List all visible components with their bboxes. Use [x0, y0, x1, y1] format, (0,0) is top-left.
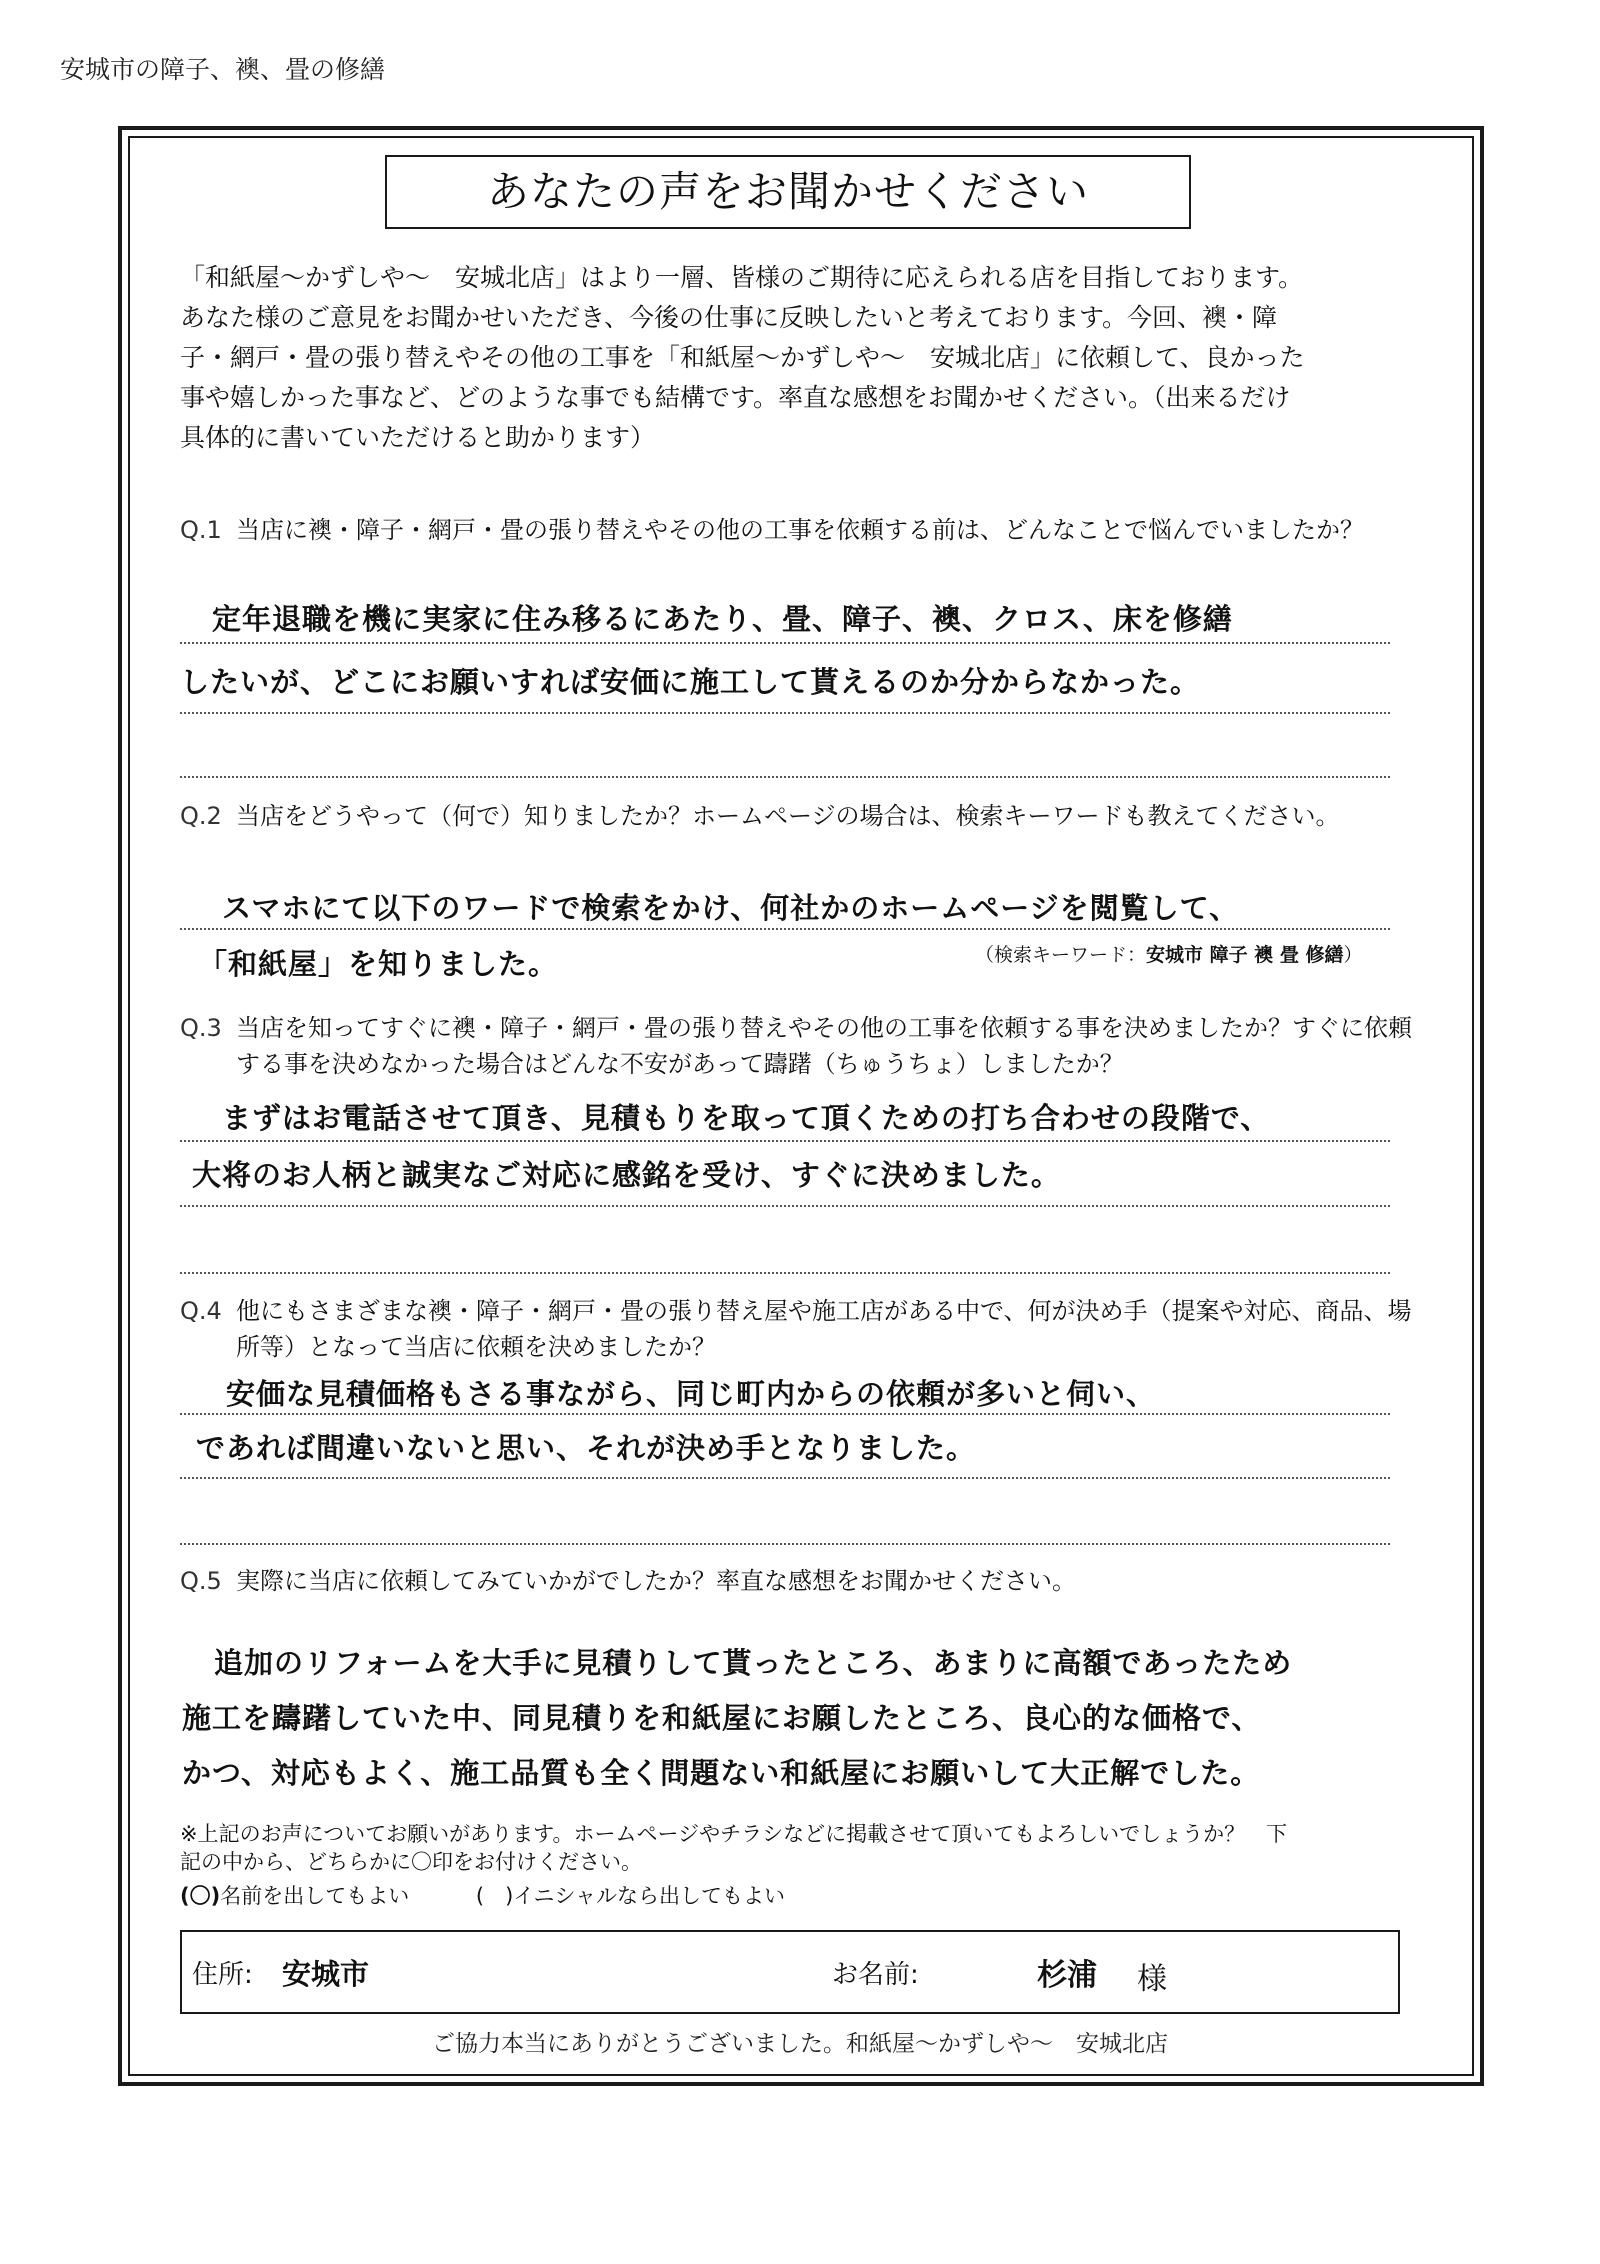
- address-value: 安城市: [282, 1957, 370, 1991]
- option-name-mark[interactable]: (〇): [180, 1884, 221, 1908]
- answer-line: 安価な見積価格もさる事ながら、同じ町内からの依頼が多いと伺い、: [226, 1377, 1157, 1411]
- dotted-rule: [180, 1205, 1390, 1207]
- intro-text: 「和紙屋～かずしや～ 安城北店」はより一層、皆様のご期待に応えられる店を目指しております。 あなた様のご意見をお聞かせいただき、今後の仕事に反映したいと考えております。今回、襖・障 子・網戸・畳の張り替えやその他の工事を「和紙屋～かずしや～ 安城北店」に依頼して、良かった 事や嬉しかった事など、どのような事でも結構です。率直な感想をお聞かせください。（出来るだけ 具体的に書いていただけると助かります）: [180, 263, 1305, 452]
- option-initial-label: イニシャルなら出してもよい: [513, 1884, 786, 1908]
- page-header: 安城市の障子、襖、畳の修繕: [60, 55, 386, 84]
- question-5: [180, 1563, 1420, 1599]
- dotted-rule: [180, 1477, 1390, 1479]
- page-title: あなたの声をお聞かせください: [385, 155, 1191, 229]
- option-name-label: 名前を出してもよい: [220, 1884, 410, 1908]
- option-initial-mark[interactable]: ( ): [475, 1884, 514, 1908]
- keyword-value: 安城市 障子 襖 畳 修繕: [1146, 944, 1344, 966]
- consent-options: [180, 1880, 785, 1910]
- answer-line: 追加のリフォームを大手に見積りして貰ったところ、あまりに高額であったため: [214, 1646, 1293, 1680]
- honorific: 様: [1137, 1962, 1167, 1997]
- keyword-label: （検索キーワード：: [975, 944, 1147, 966]
- question-number: Q.2: [180, 802, 222, 830]
- question-2: [180, 798, 1420, 834]
- search-keyword-note: [975, 940, 1363, 967]
- keyword-close: ）: [1343, 944, 1363, 966]
- answer-line: かつ、対応もよく、施工品質も全く問題ない和紙屋にお願いして大正解でした。: [182, 1756, 1261, 1790]
- question-number: Q.1: [180, 516, 222, 544]
- question-3: [180, 1010, 1420, 1082]
- answer-line: スマホにて以下のワードで検索をかけ、何社かのホームページを閲覧して、: [222, 891, 1240, 925]
- dotted-rule: [180, 1272, 1390, 1274]
- question-text: 当店をどうやって（何で）知りましたか？ホームページの場合は、検索キーワードも教えてください。: [236, 802, 1340, 830]
- question-text: 実際に当店に依頼してみていかがでしたか？率直な感想をお聞かせください。: [236, 1567, 1076, 1595]
- address-label: 住所:: [192, 1960, 253, 1990]
- dotted-rule: [180, 1413, 1390, 1415]
- publication-notice: ※上記のお声についてお願いがあります。ホームページやチラシなどに掲載させて頂いてもよろしいでしょうか？ 下 記の中から、どちらかに〇印をお付けください。: [180, 1822, 1288, 1874]
- question-4: [180, 1293, 1420, 1365]
- answer-line: 施工を躊躇していた中、同見積りを和紙屋にお願したところ、良心的な価格で、: [182, 1701, 1262, 1735]
- question-1: [180, 512, 1420, 548]
- answer-line: 定年退職を機に実家に住み移るにあたり、畳、障子、襖、クロス、床を修繕: [212, 602, 1233, 636]
- question-text: 当店を知ってすぐに襖・障子・網戸・畳の張り替えやその他の工事を依頼する事を決めましたか？すぐに依頼する事を決めなかった場合はどんな不安があって躊躇（ちゅうちょ）しましたか？: [236, 1014, 1412, 1078]
- dotted-rule: [180, 1543, 1390, 1545]
- answer-line: まずはお電話させて頂き、見積もりを取って頂くための打ち合わせの段階で、: [222, 1101, 1271, 1135]
- question-number: Q.4: [180, 1297, 222, 1325]
- dotted-rule: [180, 1140, 1390, 1142]
- question-number: Q.5: [180, 1567, 222, 1595]
- dotted-rule: [180, 928, 1390, 930]
- dotted-rule: [180, 776, 1390, 778]
- dotted-rule: [180, 642, 1390, 644]
- question-text: 当店に襖・障子・網戸・畳の張り替えやその他の工事を依頼する前は、どんなことで悩んでいましたか？: [236, 516, 1364, 544]
- question-number: Q.3: [180, 1014, 222, 1042]
- footer-thanks: ご協力本当にありがとうございました。和紙屋～かずしや～ 安城北店: [432, 2031, 1168, 2057]
- answer-line: 大将のお人柄と誠実なご対応に感銘を受け、すぐに決めました。: [192, 1158, 1061, 1192]
- address-box: [180, 1930, 1400, 2014]
- question-text: 他にもさまざまな襖・障子・網戸・畳の張り替え屋や施工店がある中で、何が決め手（提案や対応、商品、場所等）となって当店に依頼を決めましたか？: [236, 1297, 1412, 1361]
- answer-line: したいが、どこにお願いすれば安価に施工して貰えるのか分からなかった。: [180, 665, 1201, 699]
- answer-line: であれば間違いないと思い、それが決め手となりました。: [196, 1431, 977, 1465]
- answer-line: 「和紙屋」を知りました。: [198, 947, 559, 981]
- name-value: 杉浦: [1037, 1958, 1097, 1993]
- name-label: お名前:: [832, 1960, 919, 1990]
- dotted-rule: [180, 712, 1390, 714]
